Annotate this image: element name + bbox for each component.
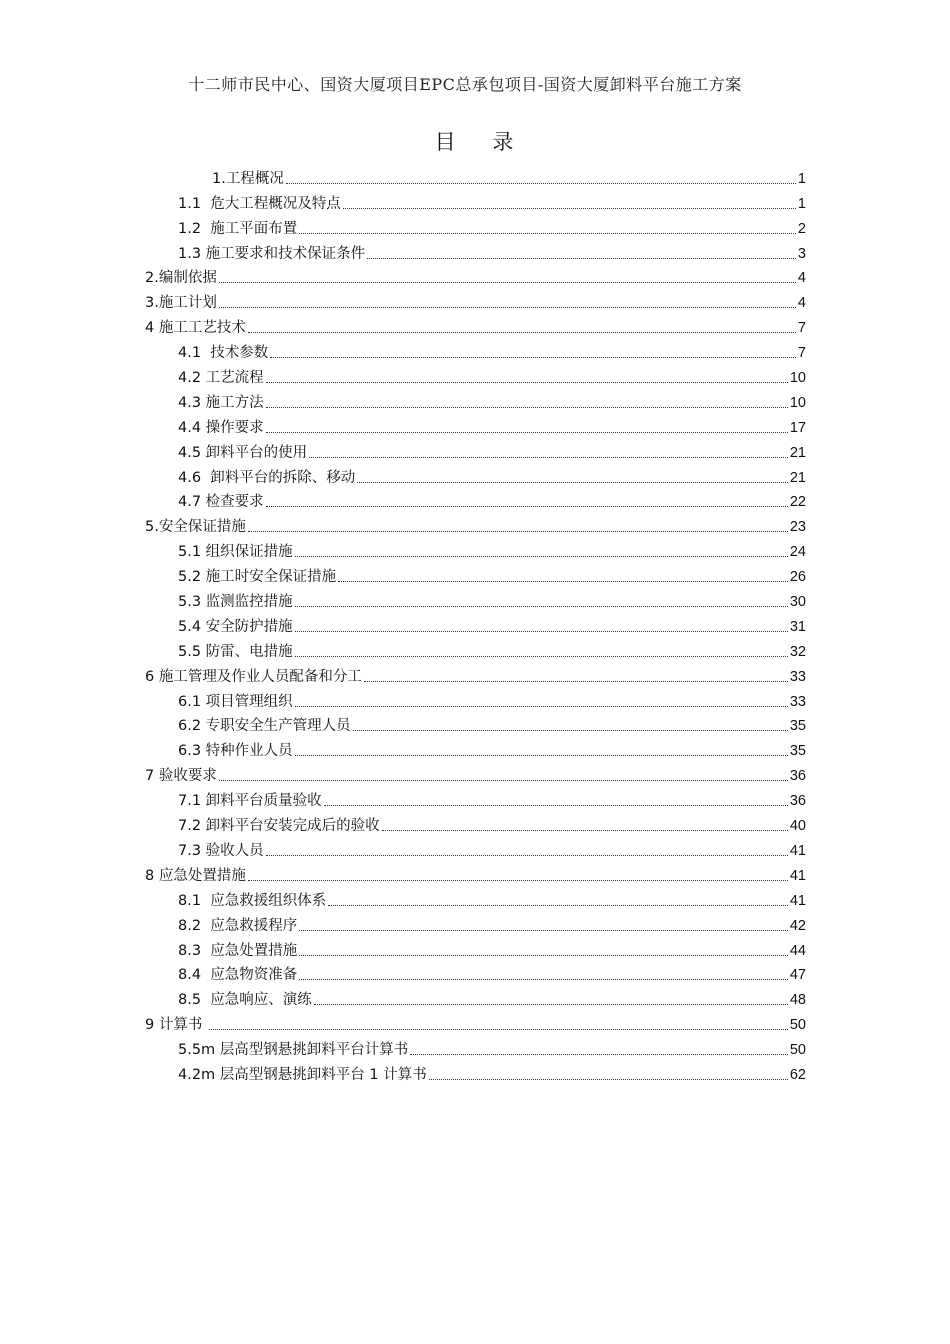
toc-entry-page-number: 21 (789, 444, 806, 461)
toc-entry-page-number: 44 (789, 942, 806, 959)
toc-entry[interactable] (178, 390, 806, 415)
toc-entry-page-number: 33 (789, 693, 806, 710)
toc-dot-leader (299, 233, 796, 234)
toc-entry-label: 8 应急处置措施 (145, 867, 246, 884)
toc-entry-page-number: 32 (789, 643, 806, 660)
toc-dot-leader (299, 930, 788, 931)
toc-entry-label: 2.编制依据 (145, 270, 217, 287)
toc-dot-leader (328, 905, 788, 906)
toc-entry[interactable] (178, 539, 806, 564)
toc-dot-leader (266, 506, 788, 507)
toc-entry-label: 8.2 应急救援程序 (178, 917, 298, 934)
toc-entry-label: 4.6 卸料平台的拆除、移动 (178, 469, 356, 486)
toc-entry-page-number: 24 (789, 544, 806, 561)
toc-entry-label: 7 验收要求 (145, 768, 217, 785)
toc-entry[interactable] (145, 863, 806, 888)
toc-entry-page-number: 36 (789, 793, 806, 810)
toc-dot-leader (364, 681, 788, 682)
toc-entry-page-number: 50 (789, 1017, 806, 1034)
toc-dot-leader (324, 805, 788, 806)
toc-dot-leader (270, 357, 796, 358)
toc-entry-page-number: 10 (789, 370, 806, 387)
toc-entry[interactable] (178, 938, 806, 963)
toc-entry[interactable] (178, 813, 806, 838)
toc-dot-leader (295, 631, 788, 632)
toc-dot-leader (343, 208, 796, 209)
toc-entry-page-number: 35 (789, 718, 806, 735)
toc-entry-page-number: 1 (797, 170, 806, 187)
toc-entry[interactable] (178, 216, 806, 241)
toc-dot-leader (286, 183, 796, 184)
toc-entry[interactable] (178, 963, 806, 988)
toc-entry-page-number: 62 (789, 1066, 806, 1083)
toc-dot-leader (367, 258, 796, 259)
toc-dot-leader (410, 1054, 788, 1055)
toc-dot-leader (295, 606, 788, 607)
toc-entry-label: 6.3 特种作业人员 (178, 743, 293, 760)
toc-entry-page-number: 41 (789, 867, 806, 884)
toc-entry[interactable] (178, 191, 806, 216)
toc-dot-leader (429, 1079, 788, 1080)
toc-entry-page-number: 41 (789, 842, 806, 859)
toc-entry-label: 8.5 应急响应、演练 (178, 992, 312, 1009)
toc-dot-leader (309, 457, 788, 458)
toc-entry[interactable] (178, 689, 806, 714)
toc-entry[interactable] (178, 564, 806, 589)
toc-dot-leader (295, 556, 788, 557)
toc-entry-label: 7.1 卸料平台质量验收 (178, 793, 322, 810)
toc-entry-page-number: 1 (797, 195, 806, 212)
toc-entry[interactable] (145, 514, 806, 539)
toc-entry-page-number: 42 (789, 917, 806, 934)
toc-entry-page-number: 35 (789, 743, 806, 760)
toc-entry[interactable] (178, 714, 806, 739)
toc-dot-leader (219, 282, 796, 283)
toc-entry-page-number: 4 (797, 295, 806, 312)
toc-entry-label: 4 施工工艺技术 (145, 320, 246, 337)
toc-title: 目 录 (434, 130, 516, 154)
toc-entry-page-number: 31 (789, 618, 806, 635)
toc-entry[interactable] (178, 913, 806, 938)
toc-entry-label: 5.1 组织保证措施 (178, 544, 293, 561)
toc-entry-label: 1.3 施工要求和技术保证条件 (178, 245, 366, 262)
toc-entry-label: 1.1 危大工程概况及特点 (178, 195, 341, 212)
toc-entry-label: 6 施工管理及作业人员配备和分工 (145, 668, 362, 685)
toc-dot-leader (248, 332, 796, 333)
toc-entry-page-number: 30 (789, 594, 806, 611)
toc-entry[interactable] (178, 888, 806, 913)
toc-dot-leader (248, 531, 788, 532)
toc-dot-leader (382, 830, 788, 831)
toc-entry[interactable] (178, 440, 806, 465)
toc-entry-label: 1.工程概况 (212, 170, 284, 187)
toc-dot-leader (219, 780, 788, 781)
toc-entry[interactable] (178, 490, 806, 515)
toc-entry[interactable] (145, 1012, 806, 1037)
toc-entry[interactable] (145, 290, 806, 315)
toc-entry[interactable] (178, 415, 806, 440)
toc-dot-leader (248, 880, 788, 881)
toc-dot-leader (314, 1004, 788, 1005)
toc-dot-leader (295, 656, 788, 657)
toc-entry-label: 5.安全保证措施 (145, 519, 246, 536)
toc-entry[interactable] (212, 166, 806, 191)
toc-entry[interactable] (145, 315, 806, 340)
toc-entry-page-number: 7 (797, 345, 806, 362)
toc-entry-page-number: 10 (789, 394, 806, 411)
toc-entry-label: 9 计算书 (145, 1017, 207, 1034)
toc-dot-leader (357, 482, 788, 483)
toc-entry-page-number: 4 (797, 270, 806, 287)
toc-entry[interactable] (178, 241, 806, 266)
toc-dot-leader (338, 581, 788, 582)
toc-entry-label: 4.5 卸料平台的使用 (178, 444, 308, 461)
toc-dot-leader (266, 432, 788, 433)
toc-entry-label: 8.3 应急处置措施 (178, 942, 298, 959)
toc-entry-label: 6.2 专职安全生产管理人员 (178, 718, 351, 735)
toc-entry-label: 7.3 验收人员 (178, 842, 264, 859)
toc-dot-leader (295, 706, 788, 707)
toc-entry-page-number: 2 (797, 220, 806, 237)
toc-entry-label: 5.3 监测监控措施 (178, 594, 293, 611)
toc-entry[interactable] (178, 340, 806, 365)
toc-entry-label: 3.施工计划 (145, 295, 217, 312)
toc-entry-label: 4.2m 层高型钢悬挑卸料平台 1 计算书 (178, 1066, 427, 1083)
toc-entry-page-number: 40 (789, 818, 806, 835)
toc-entry[interactable] (178, 738, 806, 763)
toc-dot-leader (219, 307, 796, 308)
toc-entry[interactable] (178, 465, 806, 490)
toc-entry-page-number: 17 (789, 419, 806, 436)
table-of-contents (0, 166, 950, 1087)
toc-entry[interactable] (178, 589, 806, 614)
toc-dot-leader (209, 1029, 788, 1030)
toc-entry-label: 4.4 操作要求 (178, 419, 264, 436)
toc-entry[interactable] (178, 1062, 806, 1087)
toc-dot-leader (266, 855, 788, 856)
toc-dot-leader (299, 979, 788, 980)
toc-entry[interactable] (178, 838, 806, 863)
toc-entry-page-number: 47 (789, 967, 806, 984)
toc-dot-leader (295, 755, 788, 756)
toc-entry-page-number: 50 (789, 1042, 806, 1059)
toc-entry-label: 6.1 项目管理组织 (178, 693, 293, 710)
toc-dot-leader (299, 955, 788, 956)
toc-entry[interactable] (178, 1037, 806, 1062)
toc-entry-label: 4.1 技术参数 (178, 345, 269, 362)
toc-entry[interactable] (145, 763, 806, 788)
toc-entry[interactable] (145, 664, 806, 689)
toc-entry-page-number: 33 (789, 668, 806, 685)
toc-entry-label: 4.2 工艺流程 (178, 370, 264, 387)
toc-entry[interactable] (145, 266, 806, 291)
toc-entry-label: 5.4 安全防护措施 (178, 618, 293, 635)
toc-entry-label: 8.1 应急救援组织体系 (178, 892, 327, 909)
toc-entry-label: 4.3 施工方法 (178, 394, 264, 411)
toc-entry-page-number: 3 (797, 245, 806, 262)
toc-entry[interactable] (178, 639, 806, 664)
toc-entry-label: 4.7 检查要求 (178, 494, 264, 511)
toc-entry-page-number: 48 (789, 992, 806, 1009)
toc-entry-page-number: 23 (789, 519, 806, 536)
toc-entry-page-number: 26 (789, 569, 806, 586)
toc-entry-label: 7.2 卸料平台安装完成后的验收 (178, 818, 380, 835)
toc-entry[interactable] (178, 614, 806, 639)
toc-entry-page-number: 22 (789, 494, 806, 511)
toc-entry-label: 5.5m 层高型钢悬挑卸料平台计算书 (178, 1042, 409, 1059)
toc-entry-label: 8.4 应急物资准备 (178, 967, 298, 984)
toc-entry[interactable] (178, 788, 806, 813)
toc-dot-leader (353, 730, 788, 731)
toc-entry[interactable] (178, 987, 806, 1012)
page-header: 十二师市民中心、国资大厦项目EPC总承包项目-国资大厦卸料平台施工方案 (188, 75, 742, 94)
toc-dot-leader (266, 382, 788, 383)
toc-entry-label: 1.2 施工平面布置 (178, 220, 298, 237)
toc-entry-label: 5.2 施工时安全保证措施 (178, 569, 337, 586)
toc-entry-page-number: 36 (789, 768, 806, 785)
toc-entry-page-number: 41 (789, 892, 806, 909)
toc-entry-page-number: 7 (797, 320, 806, 337)
toc-dot-leader (266, 407, 788, 408)
toc-entry-page-number: 21 (789, 469, 806, 486)
toc-entry-label: 5.5 防雷、电措施 (178, 643, 293, 660)
toc-entry[interactable] (178, 365, 806, 390)
